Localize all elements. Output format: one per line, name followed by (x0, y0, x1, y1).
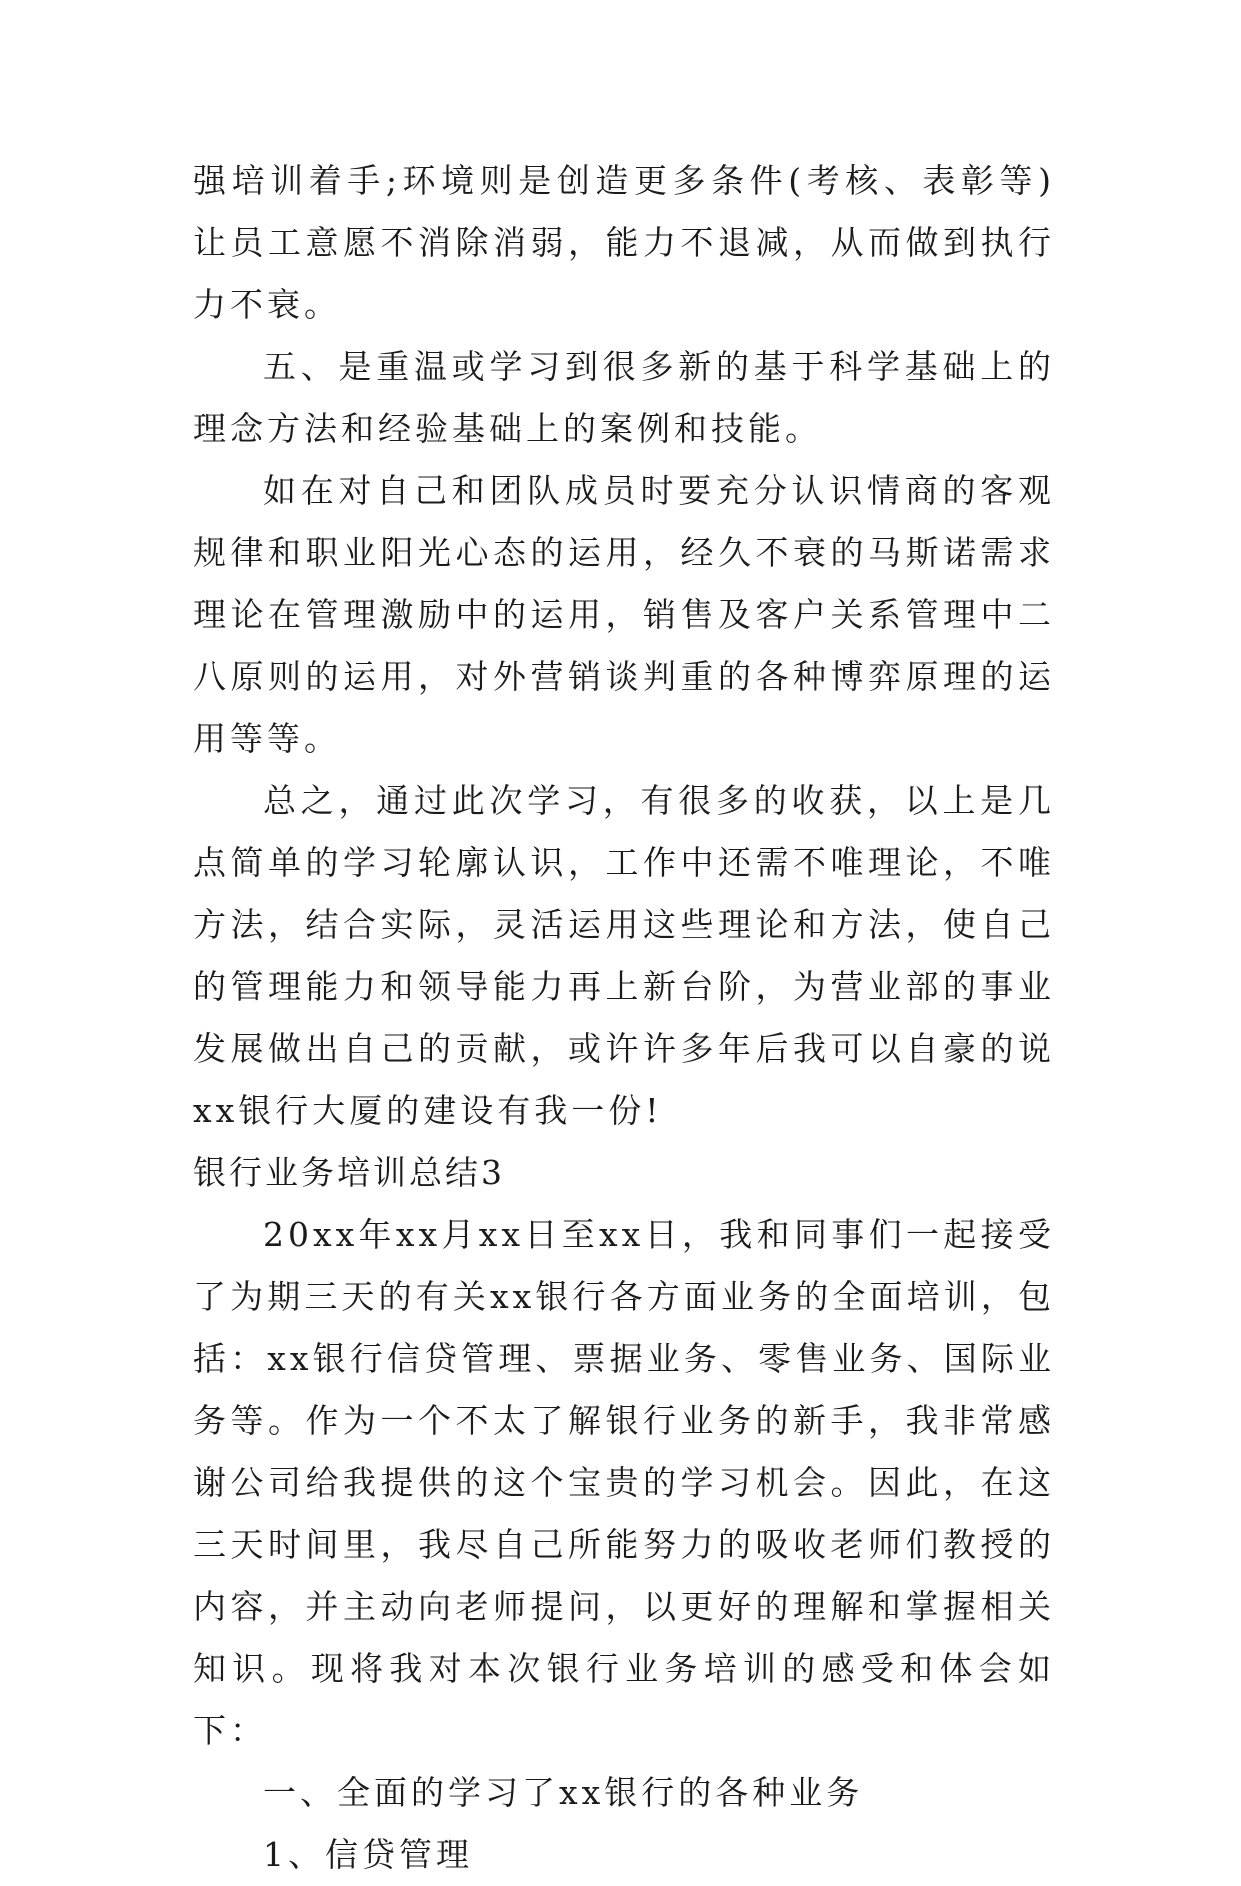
paragraph-intro: 20xx年xx月xx日至xx日，我和同事们一起接受了为期三天的有关xx银行各方面业务的全面培训，包括：xx银行信贷管理、票据业务、零售业务、国际业务等。作为一个不太了解银行业务的新手，我非常感谢公司给我提供的这个宝贵的学习机会。因此，在这三天时间里，我尽自己所能努力的吸收老师们教授的内容，并主动向老师提问，以更好的理解和掌握相关知识。现将我对本次银行业务培训的感受和体会如下： (193, 1215, 1055, 1750)
section-title: 银行业务培训总结3 (193, 1153, 505, 1192)
document-body (193, 150, 1055, 1886)
paragraph-continued: 强培训着手;环境则是创造更多条件(考核、表彰等)让员工意愿不消除消弱，能力不退减，从而做到执行力不衰。 (193, 161, 1055, 324)
paragraph-examples: 如在对自己和团队成员时要充分认识情商的客观规律和职业阳光心态的运用，经久不衰的马斯诺需求理论在管理激励中的运用，销售及客户关系管理中二八原则的运用，对外营销谈判重的各种博弈原理的运用等等。 (193, 471, 1055, 758)
heading-point-one: 一、全面的学习了xx银行的各种业务 (263, 1773, 864, 1812)
paragraph-point-five: 五、是重温或学习到很多新的基于科学基础上的理念方法和经验基础上的案例和技能。 (193, 347, 1055, 448)
paragraph-conclusion: 总之，通过此次学习，有很多的收获，以上是几点简单的学习轮廓认识，工作中还需不唯理论，不唯方法，结合实际，灵活运用这些理论和方法，使自己的管理能力和领导能力再上新台阶，为营业部的事业发展做出自己的贡献，或许许多年后我可以自豪的说xx银行大厦的建设有我一份! (193, 781, 1055, 1130)
heading-item-one: 1、信贷管理 (263, 1835, 473, 1874)
